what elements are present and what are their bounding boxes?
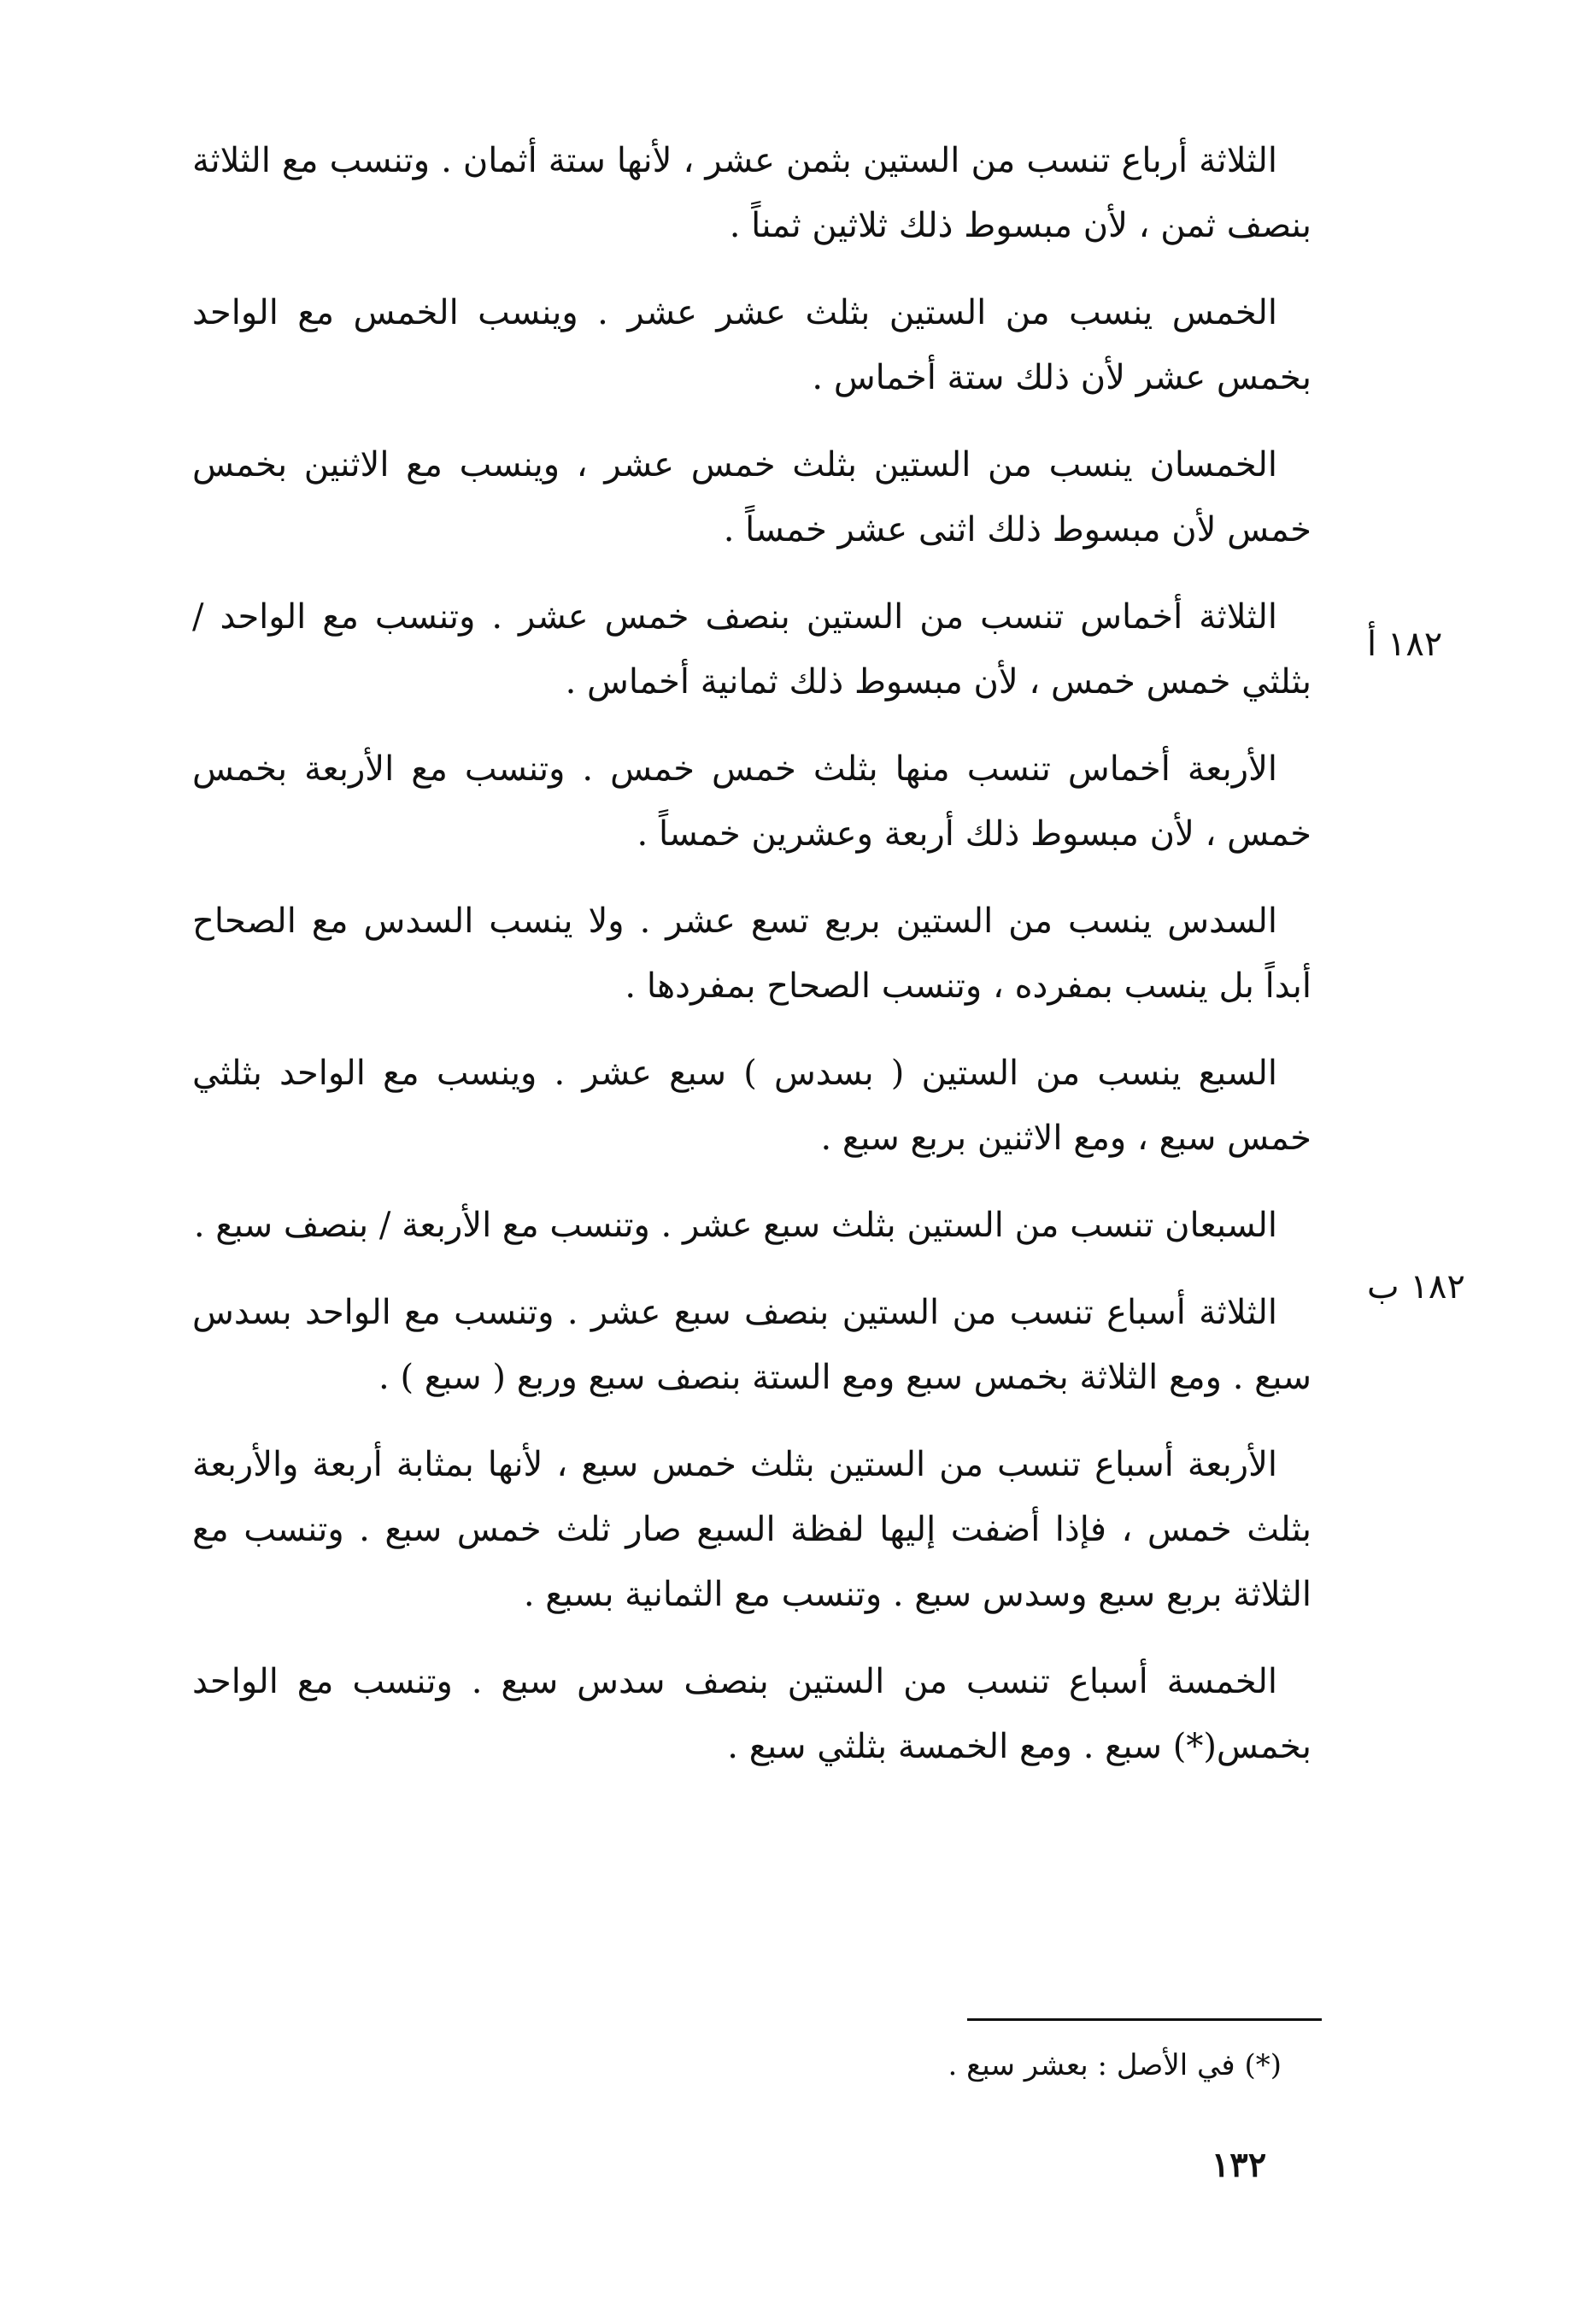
paragraph-3: الخمسان ينسب من الستين بثلث خمس عشر ، وينسب مع الاثنين بخمس خمس لأن مبسوط ذلك اثنى عشر خمساً . — [192, 445, 1311, 549]
folio-marker-182a: ١٨٢ أ — [1367, 625, 1443, 664]
paragraph-1: الثلاثة أرباع تنسب من الستين بثمن عشر ، لأنها ستة أثمان . وتنسب مع الثلاثة بنصف ثمن ، لأن مبسوط ذلك ثلاثين ثمناً . — [192, 141, 1311, 245]
paragraph-6: السدس ينسب من الستين بربع تسع عشر . ولا ينسب السدس مع الصحاح أبداً بل ينسب بمفرده ، وتنسب الصحاح بمفردها . — [192, 901, 1311, 1006]
page-number: ١٣٢ — [1211, 2145, 1267, 2185]
paragraph-2: الخمس ينسب من الستين بثلث عشر عشر . وينسب الخمس مع الواحد بخمس عشر لأن ذلك ستة أخماس . — [192, 293, 1311, 397]
footnote-divider — [967, 2018, 1322, 2021]
paragraph-4: الثلاثة أخماس تنسب من الستين بنصف خمس عشر . وتنسب مع الواحد / بثلثي خمس خمس ، لأن مبسوط ذلك ثمانية أخماس . — [192, 597, 1311, 702]
footnote: (*) في الأصل : بعشر سبع . — [948, 2048, 1282, 2082]
paragraph-10: الأربعة أسباع تنسب من الستين بثلث خمس سبع ، لأنها بمثابة أربعة والأربعة بثلث خمس ، فإذا أضفت إليها لفظة السبع صار ثلث خمس سبع . وتنسب مع الثلاثة بربع سبع وسدس سبع . وتنسب مع الثمانية بسبع . — [192, 1445, 1311, 1614]
paragraph-9: الثلاثة أسباع تنسب من الستين بنصف سبع عشر . وتنسب مع الواحد بسدس سبع . ومع الثلاثة بخمس سبع ومع الستة بنصف سبع وربع ( سبع ) . — [192, 1293, 1311, 1397]
paragraph-5: الأربعة أخماس تنسب منها بثلث خمس خمس . وتنسب مع الأربعة بخمس خمس ، لأن مبسوط ذلك أربعة وعشرين خمساً . — [192, 749, 1311, 854]
paragraph-7: السبع ينسب من الستين ( بسدس ) سبع عشر . وينسب مع الواحد بثلثي خمس سبع ، ومع الاثنين بربع سبع . — [192, 1054, 1311, 1158]
main-text — [192, 128, 1311, 1801]
paragraph-11: الخمسة أسباع تنسب من الستين بنصف سدس سبع . وتنسب مع الواحد بخمس(*) سبع . ومع الخمسة بثلثي سبع . — [192, 1662, 1311, 1766]
paragraph-8: السبعان تنسب من الستين بثلث سبع عشر . وتنسب مع الأربعة / بنصف سبع . — [193, 1206, 1277, 1245]
folio-marker-182b: ١٨٢ ب — [1367, 1267, 1465, 1307]
